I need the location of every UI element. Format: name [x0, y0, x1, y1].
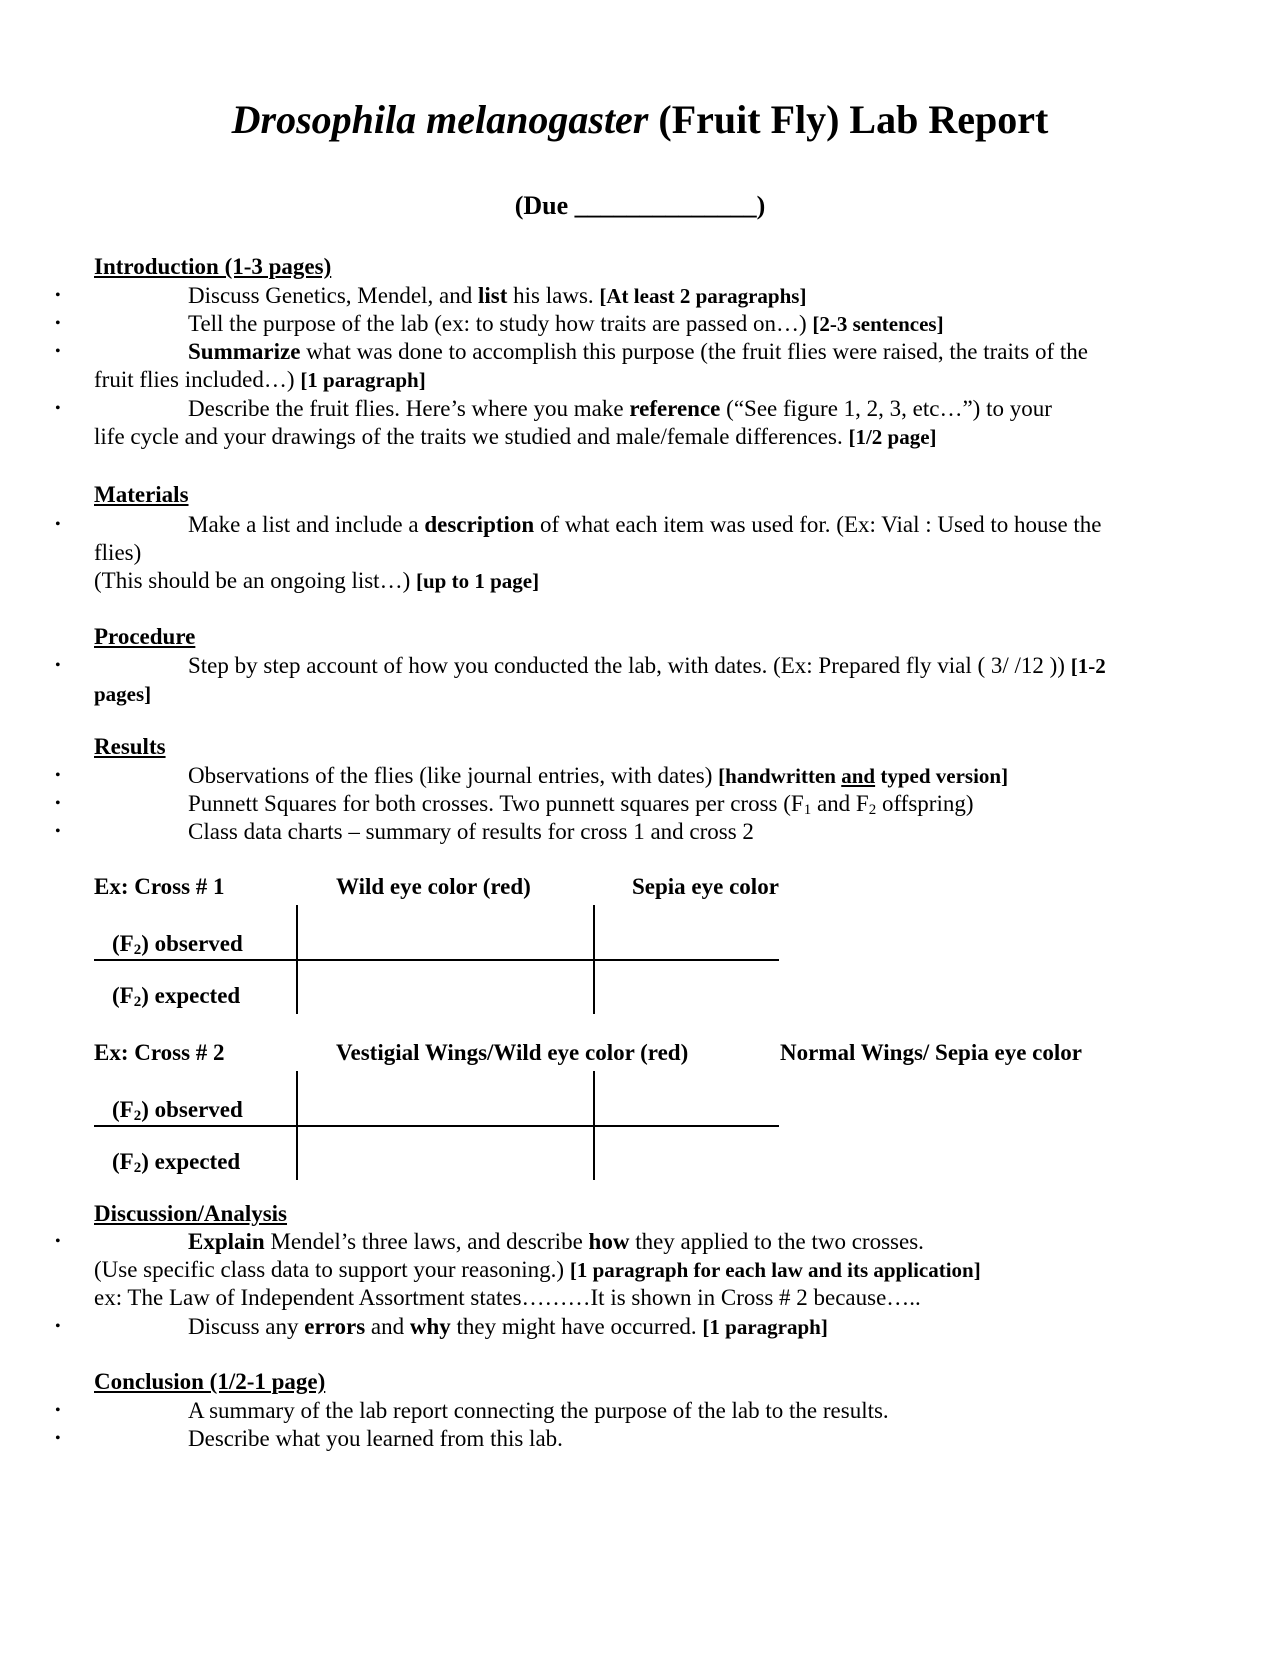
bullet-icon: • — [55, 315, 61, 332]
bullet-icon: • — [55, 795, 61, 812]
procedure-item-1-cont: pages] — [94, 682, 152, 706]
results-item-1: Observations of the flies (like journal entries, with dates) [handwritten and typed version] — [188, 763, 1009, 788]
materials-item-1: Make a list and include a description of what each item was used for. (Ex: Vial : Used to house the — [188, 512, 1102, 537]
cross2-col-vestigial: Vestigial Wings/Wild eye color (red) — [336, 1040, 689, 1065]
procedure-heading: Procedure — [94, 624, 196, 649]
cross1-col-sepia: Sepia eye color — [632, 874, 779, 899]
due-date-line: (Due ______________) — [514, 191, 766, 220]
title-species: Drosophila melanogaster — [231, 97, 649, 142]
cross1-label: Ex: Cross # 1 — [94, 874, 225, 899]
title-rest: (Fruit Fly) Lab Report — [648, 97, 1049, 142]
bullet-icon: • — [55, 400, 61, 417]
bullet-icon: • — [55, 343, 61, 360]
intro-heading: Introduction (1-3 pages) — [94, 254, 332, 279]
results-heading: Results — [94, 734, 166, 759]
results-item-3: Class data charts – summary of results for cross 1 and cross 2 — [188, 819, 754, 844]
materials-note: (This should be an ongoing list…) [up to 1 page] — [94, 568, 540, 593]
discussion-heading: Discussion/Analysis — [94, 1201, 288, 1226]
discussion-item-2: Discuss any errors and why they might have occurred. [1 paragraph] — [188, 1314, 828, 1339]
bullet-icon: • — [55, 287, 61, 304]
intro-item-3: Summarize what was done to accomplish this purpose (the fruit flies were raised, the traits of the — [188, 339, 1088, 364]
materials-heading: Materials — [94, 482, 189, 507]
intro-item-4: Describe the fruit flies. Here’s where you make reference (“See figure 1, 2, 3, etc…”) to your — [188, 396, 1052, 421]
cross1-col-wild: Wild eye color (red) — [336, 874, 531, 899]
conclusion-heading: Conclusion (1/2-1 page) — [94, 1369, 326, 1394]
discussion-example: ex: The Law of Independent Assortment states………It is shown in Cross # 2 because….. — [94, 1285, 921, 1310]
procedure-item-1: Step by step account of how you conducted the lab, with dates. (Ex: Prepared fly vial ( 3/ /12 )) [1-2 — [188, 653, 1106, 678]
discussion-item-1: Explain Mendel’s three laws, and describe how they applied to the two crosses. — [188, 1229, 924, 1254]
cross2-row-observed: $(F_2)$ observed — [112, 1097, 243, 1124]
intro-item-4-cont: life cycle and your drawings of the traits we studied and male/female differences. [1/2 page] — [94, 424, 937, 449]
bullet-icon: • — [55, 1233, 61, 1250]
conclusion-item-1: A summary of the lab report connecting the purpose of the lab to the results. — [188, 1398, 889, 1423]
table-divider — [94, 959, 779, 961]
cross2-row-expected: $(F_2)$ expected — [112, 1149, 241, 1176]
bullet-icon: • — [55, 1402, 61, 1419]
cross2-col-normal: Normal Wings/ Sepia eye color — [780, 1040, 1082, 1065]
discussion-note: (Use specific class data to support your reasoning.) [1 paragraph for each law and its application] — [94, 1257, 981, 1282]
intro-item-1: Discuss Genetics, Mendel, and list his laws. [At least 2 paragraphs] — [188, 283, 807, 308]
page-title — [0, 96, 1280, 144]
cross1-row-observed: $(F_2)$ observed — [112, 931, 243, 958]
intro-item-3-cont: fruit flies included…) [1 paragraph] — [94, 367, 426, 392]
table-divider — [94, 1125, 779, 1127]
bullet-icon: • — [55, 767, 61, 784]
cross1-row-expected: $(F_2)$ expected — [112, 983, 241, 1010]
bullet-icon: • — [55, 657, 61, 674]
results-item-2: Punnett Squares for both crosses. Two punnett squares per cross ($F_1$ and $F_2$ offspring) — [188, 791, 974, 818]
conclusion-item-2: Describe what you learned from this lab. — [188, 1426, 563, 1451]
bullet-icon: • — [55, 1318, 61, 1335]
intro-item-2: Tell the purpose of the lab (ex: to study how traits are passed on…) [2-3 sentences] — [188, 311, 944, 336]
cross2-label: Ex: Cross # 2 — [94, 1040, 225, 1065]
materials-item-1-cont: flies) — [94, 540, 142, 565]
bullet-icon: • — [55, 823, 61, 840]
bullet-icon: • — [55, 1430, 61, 1447]
bullet-icon: • — [55, 516, 61, 533]
